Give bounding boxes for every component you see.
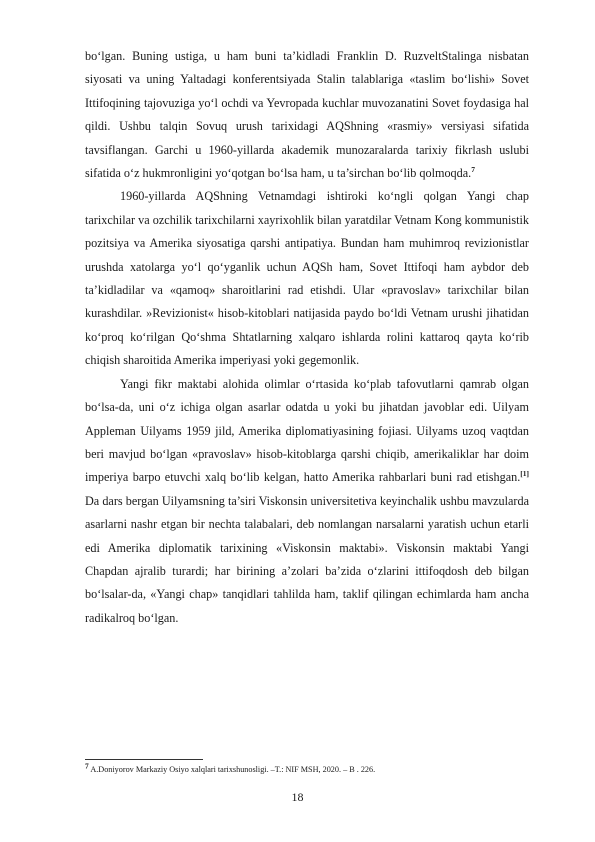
footnote-separator — [85, 759, 203, 760]
footnote-reference: [1] — [520, 469, 529, 479]
paragraph — [85, 45, 529, 185]
footnote-reference: 7 — [471, 164, 475, 174]
footnote-marker: 7 — [85, 761, 89, 771]
paragraph — [85, 373, 529, 630]
page-number: 18 — [291, 790, 304, 804]
body-text — [85, 45, 529, 630]
paragraph-text: Da dars bergan Uilyamsning ta’siri Viskonsin universitetiva keyinchalik ushbu mavzularda asarlarni nashr etgan bir nechta talabalari, deb nomlangan narsalarni yaratish uchun etarli edi Amerika diplomatik tarixining «Viskonsin maktabi». Viskonsin maktabi Yangi Chapdan ajralib turardi; har birining a’zolari ba’zida o‘zlarini ittifoqdosh deb bilgan bo‘lsalar-da, «Yangi chap» tanqidlari tahlilda ham, taklif qilingan echimlarda ham ancha radikalroq bo‘lgan. — [85, 493, 529, 625]
footnote — [85, 761, 529, 775]
paragraph-text: bo‘lgan. Buning ustiga, u ham buni ta’kidladi Franklin D. RuzveltStalinga nisbatan siyosati va uning Yaltadagi konferentsiyada Stalin talablariga «taslim bo‘lishi» Sovet Ittifoqining tajovuziga yo‘l ochdi va Yevropada kuchlar muvozanatini Sovet foydasiga hal qildi. Ushbu talqin Sovuq urush tarixidagi AQShning «rasmiy» versiyasi sifatida tavsiflangan. Garchi u 1960-yillarda akademik munozaralarda tarixiy fikrlash uslubi sifatida o‘z hukmronligini yo‘qotgan bo‘lsa ham, u ta’sirchan bo‘lib qolmoqda. — [85, 49, 529, 181]
paragraph-text: Yangi fikr maktabi alohida olimlar o‘rtasida ko‘plab tafovutlarni qamrab olgan bo‘lsa-da, uni o‘z ichiga olgan asarlar odatda u yoki bu jihatdan javoblar edi. Uilyam Appleman Uilyams 1959 jild, Amerika diplomatiyasining fojiasi. Uilyams uzoq vaqtdan beri mavjud bo‘lgan «pravoslav» hisob-kitoblarga qarshi chiqib, amerikaliklar har doim imperiya barpo etuvchi xalq bo‘lib kelgan, hatto Amerika rahbarlari buni rad etishgan. — [85, 376, 529, 485]
paragraph-text: 1960-yillarda AQShning Vetnamdagi ishtiroki ko‘ngli qolgan Yangi chap tarixchilar va ozchilik tarixchilarni xayrixohlik bilan yaratdilar Vetnam Kong kommunistik pozitsiya va Amerika siyosatiga qarshi antipatiya. Bundan ham muhimroq revizionistlar urushda xatolarga yo‘l qo‘yganlik uchun AQSh ham, Sovet Ittifoqi ham aybdor deb ta’kidladilar va «qamoq» sharoitlarini rad etishdi. Ular «pravoslav» tarixchilar bilan kurashdilar. »Revizionist« hisob-kitoblari natijasida paydo bo‘ldi Vetnam urushi jihatidan ko‘proq ko‘rilgan Qo‘shma Shtatlarning xalqaro ishlarda rolini kattaroq qayta ko‘rib chiqish sharoitida Amerika imperiyasi yoki gegemonlik. — [85, 189, 529, 368]
footnote-text: A.Doniyorov Markaziy Osiyo xalqlari tarixshunosligi. –T.: NIF MSH, 2020. – B . 226. — [88, 765, 376, 774]
paragraph — [85, 185, 529, 372]
